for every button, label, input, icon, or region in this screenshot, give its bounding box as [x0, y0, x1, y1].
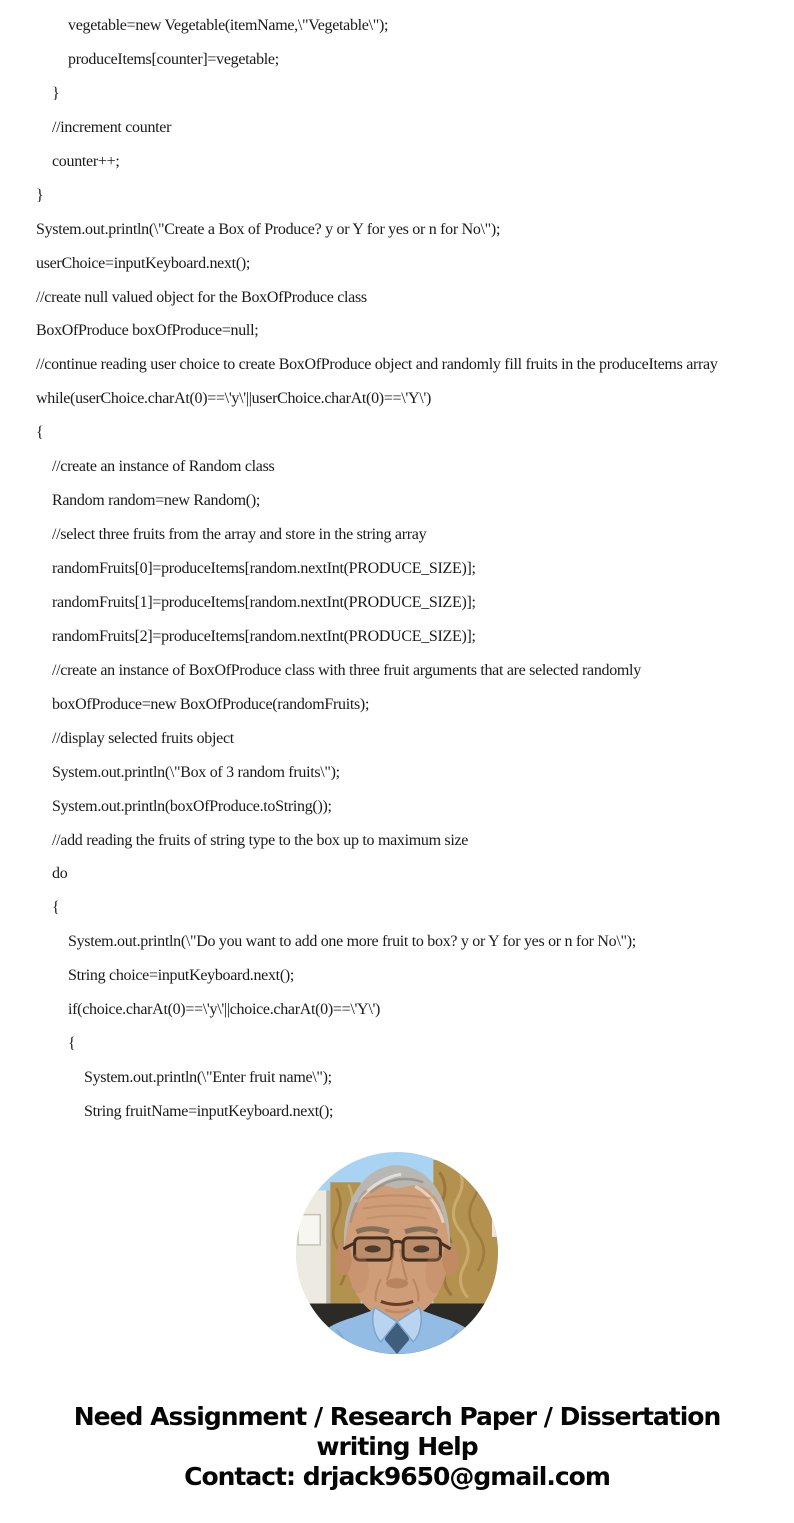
- code-line: String fruitName=inputKeyboard.next();: [84, 1103, 334, 1120]
- code-block: [0, 9, 794, 1129]
- code-line: System.out.println(\"Do you want to add one more fruit to box? y or Y for yes or n for No\");: [68, 933, 636, 951]
- promo-footer: [0, 1402, 794, 1492]
- code-line: //increment counter: [52, 118, 172, 136]
- code-line: {: [68, 1035, 76, 1053]
- code-line: System.out.println(\"Enter fruit name\");: [84, 1069, 332, 1087]
- code-line: Random random=new Random();: [52, 492, 260, 510]
- avatar-left-door: [296, 1190, 330, 1309]
- code-line: //continue reading user choice to create BoxOfProduce object and randomly fill fruits in the produceItems array: [36, 356, 718, 374]
- code-line: BoxOfProduce boxOfProduce=null;: [36, 322, 259, 340]
- code-line: //add reading the fruits of string type to the box up to maximum size: [52, 831, 469, 849]
- code-line: System.out.println(\"Box of 3 random fruits\");: [52, 763, 340, 781]
- code-line: counter++;: [52, 152, 120, 170]
- code-line: String choice=inputKeyboard.next();: [68, 967, 295, 985]
- code-line: //create null valued object for the BoxOfProduce class: [36, 288, 367, 306]
- code-line: //select three fruits from the array and store in the string array: [52, 526, 427, 544]
- instructor-avatar-illustration: [296, 1152, 498, 1354]
- code-line: }: [52, 84, 60, 102]
- code-line: produceItems[counter]=vegetable;: [68, 50, 279, 68]
- code-line: while(userChoice.charAt(0)==\'y\'||userChoice.charAt(0)==\'Y\'): [36, 390, 431, 408]
- code-line: if(choice.charAt(0)==\'y\'||choice.charAt(0)==\'Y\'): [68, 1001, 381, 1019]
- code-line: }: [36, 186, 44, 204]
- code-line: //create an instance of BoxOfProduce class with three fruit arguments that are selected randomly: [52, 661, 641, 679]
- code-line: vegetable=new Vegetable(itemName,\"Vegetable\");: [68, 17, 389, 34]
- code-line: //create an instance of Random class: [52, 458, 275, 476]
- code-line: //display selected fruits object: [52, 729, 234, 747]
- code-line: System.out.println(boxOfProduce.toString());: [52, 797, 332, 815]
- code-line: {: [36, 424, 44, 442]
- code-line: userChoice=inputKeyboard.next();: [36, 254, 251, 272]
- code-line: do: [52, 865, 68, 883]
- promo-contact-email: Contact: drjack9650@gmail.com: [184, 1462, 610, 1491]
- code-line: randomFruits[0]=produceItems[random.nextInt(PRODUCE_SIZE)];: [52, 560, 476, 577]
- code-line: System.out.println(\"Create a Box of Produce? y or Y for yes or n for No\");: [36, 220, 501, 238]
- code-line: randomFruits[2]=produceItems[random.nextInt(PRODUCE_SIZE)];: [52, 627, 476, 645]
- instructor-avatar: [296, 1152, 498, 1354]
- code-line: randomFruits[1]=produceItems[random.nextInt(PRODUCE_SIZE)];: [52, 593, 476, 611]
- promo-heading-line1: Need Assignment / Research Paper / Dissertation: [73, 1402, 721, 1431]
- code-line: boxOfProduce=new BoxOfProduce(randomFruits);: [52, 695, 370, 713]
- promo-heading-line2: writing Help: [316, 1432, 478, 1461]
- code-line: {: [52, 899, 60, 917]
